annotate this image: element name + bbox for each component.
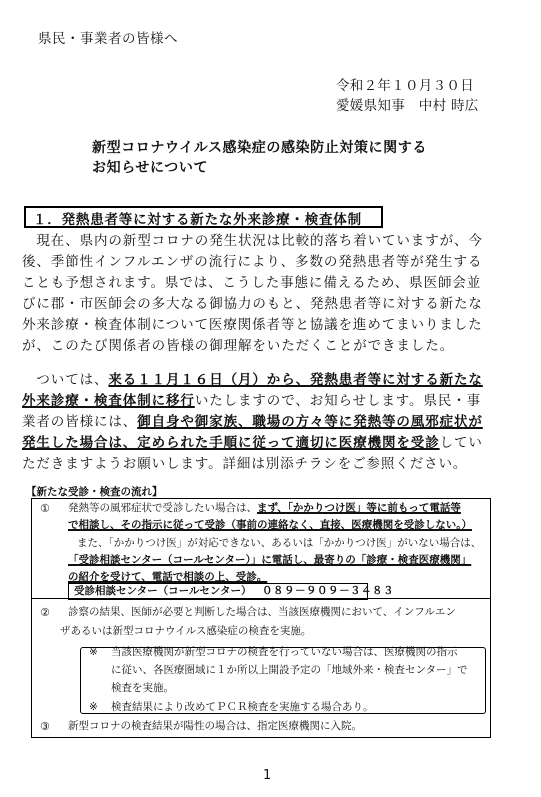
paragraph-line: が、このたび関係者の皆様の御理解をいただくことができました。 [22, 338, 454, 354]
emphasis-text: 外来診療・検査体制に移行 [22, 393, 195, 409]
text: ついては、 [22, 372, 109, 388]
page-number: 1 [263, 768, 272, 783]
paragraph-line: 現在、県内の新型コロナの発生状況は比較的落ち着いていますが、今 [22, 233, 483, 249]
paragraph-line: 後、季節性インフルエンザの流行により、多数の発熱患者等が発生する [22, 254, 483, 270]
author: 愛媛県知事 中村 時広 [336, 98, 479, 114]
note2-line1: 検査結果により改めてＰＣＲ検査を実施する場合あり。 [111, 701, 374, 713]
paragraph-line [22, 433, 483, 454]
paragraph-intro [22, 231, 483, 357]
document-title-line2: お知らせについて [92, 160, 209, 176]
paragraph-line [22, 412, 483, 433]
paragraph-line [22, 391, 483, 412]
note1-line2: に従い、各医療圏域に１か所以上開設予定の「地域外来・検査センター」で [111, 664, 468, 676]
step2-line2: ザあるいは新型コロナウイルス感染症の検査を実施。 [60, 625, 312, 637]
step1-line3: また、「かかりつけ医」が対応できない、あるいは「かかりつけ医」がいない場合は、 [77, 537, 482, 549]
step2-number: ② [40, 606, 50, 619]
step1-line2: で相談し、その指示に従って受診（事前の連絡なく、直接、医療機関を受診しない。） [68, 519, 473, 531]
paragraph-line: びに郡・市医師会の多大なる御協力のもと、発熱患者等に対する新たな [22, 296, 483, 312]
step1-number: ① [40, 502, 50, 515]
paragraph-line: ことも予想されます。県では、こうした事態に備えるため、県医師会並 [22, 275, 482, 291]
paragraph-line: ただきますようお願いします。詳細は別添チラシをご参照ください。 [22, 456, 468, 472]
step2-line1: 診察の結果、医師が必要と判断した場合は、当該医療機関において、インフルエン [68, 606, 456, 618]
text: 発熱等の風邪症状で受診したい場合は、 [68, 502, 257, 514]
contact-label: 受診相談センター（コールセンター） [74, 585, 252, 597]
emphasis-text: 来る１１月１６日（月）から、発熱患者等に対する新たな [108, 372, 483, 388]
text: してい [439, 435, 483, 451]
paragraph-line: 外来診療・検査体制について医療関係者等と協議を進めてまいりました [22, 317, 483, 333]
flow-heading: 【新たな受診・検査の流れ】 [26, 486, 163, 498]
note1-line1: 当該医療機関が新型コロナの検査を行っていない場合は、医療機関の指示 [111, 646, 458, 658]
note1-line3: 検査を実施。 [111, 682, 174, 694]
note1-mark: ※ [89, 646, 98, 658]
step1-line5: の紹介を受けて、電話で相談の上、受診。 [68, 571, 268, 583]
paragraph-notice [22, 370, 483, 475]
addressee: 県民・事業者の皆様へ [38, 31, 178, 47]
emphasis-text: 御自身や御家族、職場の方々等に発熱等の風邪症状が [137, 414, 483, 430]
text: 業者の皆様には、 [22, 414, 138, 430]
emphasis-text: まず、「かかりつけ医」等に前もって電話等 [257, 502, 461, 514]
emphasis-text: 発生した場合は、定められた手順に従って適切に医療機関を受診 [22, 435, 440, 451]
issue-date: 令和２年１０月３０日 [336, 78, 474, 94]
step3-line1: 新型コロナの検査結果が陽性の場合は、指定医療機関に入院。 [68, 720, 362, 732]
contact-phone[interactable]: ０８９－９０９－３４８３ [262, 585, 394, 597]
step1-line1 [68, 501, 461, 516]
document-title-line1: 新型コロナウイルス感染症の感染防止対策に関する [92, 140, 427, 156]
step1-line4: 「受診相談センター（コールセンター）」に電話し、最寄りの「診療・検査医療機関」 [68, 554, 472, 566]
step3-number: ③ [40, 720, 50, 733]
note2-mark: ※ [89, 701, 98, 713]
text: いたしますので、お知らせします。県民・事 [194, 393, 482, 409]
paragraph-line [22, 370, 483, 391]
section-heading: １．発熱患者等に対する新たな外来診療・検査体制 [33, 212, 362, 228]
